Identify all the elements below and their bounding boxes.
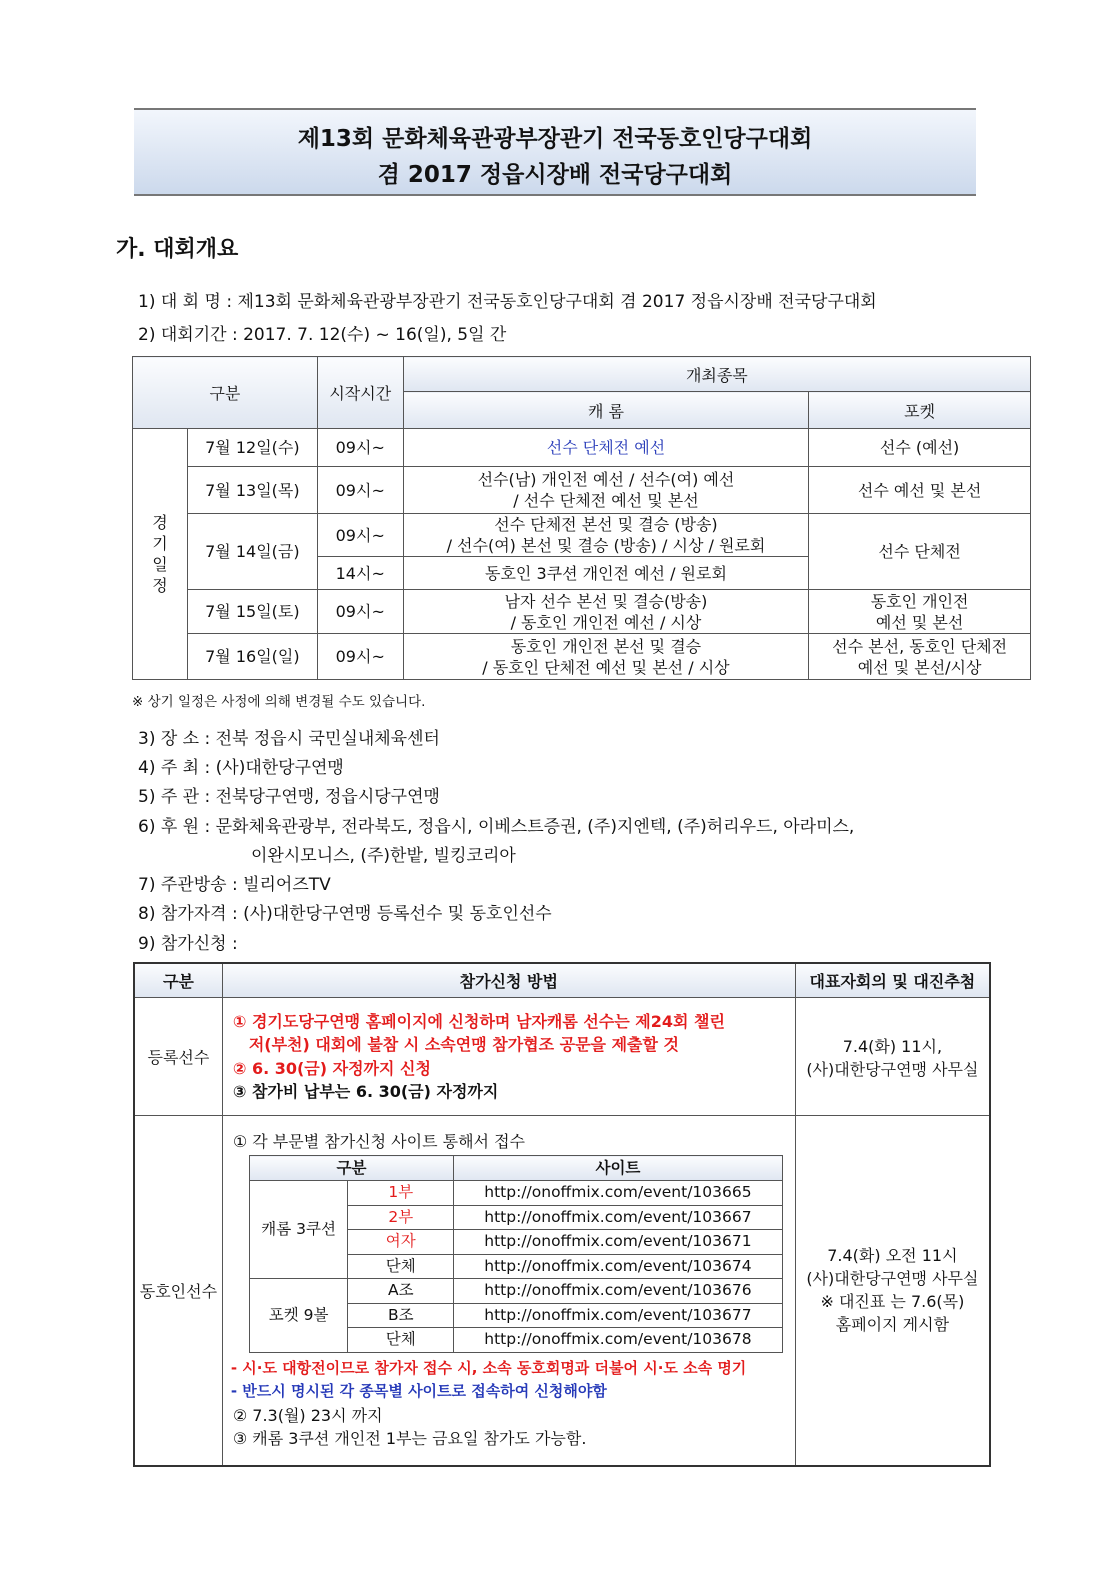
schedule-carom-event: 남자 선수 본선 및 결승(방송) / 동호인 개인전 예선 / 시상 [403,590,809,634]
document-title-banner [134,108,976,196]
title-line-2: 겸 2017 정읍시장배 전국당구대회 [377,162,733,188]
registered-meeting: 7.4(화) 11시, (사)대한당구연맹 사무실 [795,998,990,1116]
schedule-header-pocket: 포켓 [809,392,1031,429]
schedule-carom-event: 선수 단체전 예선 [403,429,809,467]
registered-method-2: ② 6. 30(금) 자정까지 신청 [232,1058,431,1078]
site-url[interactable]: http://onoffmix.com/event/103674 [454,1254,783,1279]
schedule-time: 09시~ [317,634,403,680]
schedule-header-start-time: 시작시간 [317,357,403,429]
schedule-date: 7월 12일(수) [187,429,317,467]
site-url[interactable]: http://onoffmix.com/event/103678 [454,1328,783,1353]
schedule-pocket-event: 선수 단체전 [809,514,1031,590]
schedule-carom-event: 선수 단체전 본선 및 결승 (방송) / 선수(여) 본선 및 결승 (방송) / 시상 / 원로회 [403,514,809,557]
registered-method-1b: 저(부천) 대회에 불참 시 소속연맹 참가협조 공문을 제출할 것 [248,1035,679,1054]
detail-venue: 3) 장 소 : 전북 정읍시 국민실내체육센터 [138,729,440,749]
schedule-time: 09시~ [317,429,403,467]
schedule-carom-event: 선수(남) 개인전 예선 / 선수(여) 예선 / 선수 단체전 예선 및 본선 [403,467,809,514]
schedule-pocket-event: 선수 (예선) [809,429,1031,467]
site-division: 단체 [348,1328,454,1353]
application-header-category: 구분 [134,963,222,998]
title-line-1: 제13회 문화체육관광부장관기 전국동호인당구대회 [297,126,813,152]
detail-host: 4) 주 최 : (사)대한당구연맹 [138,758,344,778]
sites-header-site: 사이트 [454,1156,783,1181]
schedule-time: 09시~ [317,467,403,514]
schedule-date: 7월 16일(일) [187,634,317,680]
detail-sponsors-continued: 이완시모니스, (주)한밭, 빌킹코리아 [251,846,516,866]
amateur-meeting: 7.4(화) 오전 11시 (사)대한당구연맹 사무실 ※ 대진표 는 7.6(목) 홈페이지 게시함 [795,1116,990,1466]
site-group-pocket: 포켓 9볼 [249,1279,348,1353]
site-division: B조 [348,1303,454,1328]
registered-method-1: ① 경기도당구연맹 홈페이지에 신청하며 남자캐롬 선수는 제24회 챌린 [232,1011,725,1031]
overview-item-name: 1) 대 회 명 : 제13회 문화체육관광부장관기 전국동호인당구대회 겸 2017 정읍시장배 전국당구대회 [138,292,877,312]
amateur-method-2: ② 7.3(월) 23시 까지 [232,1405,383,1425]
schedule-carom-event: 동호인 개인전 본선 및 결승 / 동호인 단체전 예선 및 본선 / 시상 [403,634,809,680]
application-header-meeting: 대표자회의 및 대진추첨 [795,963,990,998]
schedule-table [132,356,1031,680]
site-division: 단체 [348,1254,454,1279]
schedule-pocket-event: 동호인 개인전 예선 및 본선 [809,590,1031,634]
detail-broadcast: 7) 주관방송 : 빌리어즈TV [138,875,331,895]
site-division: 여자 [348,1230,454,1255]
amateur-method-1: ① 각 부문별 참가신청 사이트 통해서 접수 [232,1131,525,1151]
schedule-date: 7월 13일(목) [187,467,317,514]
site-url[interactable]: http://onoffmix.com/event/103667 [454,1205,783,1230]
detail-application: 9) 참가신청 : [138,934,238,954]
overview-item-period: 2) 대회기간 : 2017. 7. 12(수) ~ 16(일), 5일 간 [138,325,507,345]
site-group-carom: 캐롬 3쿠션 [249,1181,348,1279]
site-url[interactable]: http://onoffmix.com/event/103676 [454,1279,783,1304]
site-division: A조 [348,1279,454,1304]
application-table [133,962,991,1467]
detail-eligibility: 8) 참가자격 : (사)대한당구연맹 등록선수 및 동호인선수 [138,904,552,924]
schedule-date: 7월 15일(토) [187,590,317,634]
registered-label: 등록선수 [134,998,222,1116]
registered-method-3: ③ 참가비 납부는 6. 30(금) 자정까지 [232,1082,499,1101]
amateur-label: 동호인선수 [134,1116,222,1466]
schedule-header-carom: 캐 롬 [403,392,809,429]
sites-table [249,1155,783,1353]
schedule-pocket-event: 선수 본선, 동호인 단체전 예선 및 본선/시상 [809,634,1031,680]
schedule-time: 09시~ [317,514,403,557]
registered-method [222,998,795,1116]
site-division: 1부 [348,1181,454,1206]
site-url[interactable]: http://onoffmix.com/event/103671 [454,1230,783,1255]
amateur-method-3: ③ 캐롬 3쿠션 개인전 1부는 금요일 참가도 가능함. [232,1429,587,1449]
sites-header-category: 구분 [249,1156,453,1181]
detail-sponsors: 6) 후 원 : 문화체육관광부, 전라북도, 정읍시, 이베스트증권, (주)지엔텍, (주)허리우드, 아라미스, [138,817,855,837]
schedule-header-category: 구분 [133,357,318,429]
site-url[interactable]: http://onoffmix.com/event/103677 [454,1303,783,1328]
schedule-time: 14시~ [317,557,403,590]
schedule-date: 7월 14일(금) [187,514,317,590]
schedule-time: 09시~ [317,590,403,634]
application-header-method: 참가신청 방법 [222,963,795,998]
schedule-header-events: 개최종목 [403,357,1030,392]
section-heading: 가. 대회개요 [116,237,239,262]
site-url[interactable]: http://onoffmix.com/event/103665 [454,1181,783,1206]
amateur-notice-blue: - 반드시 명시된 각 종목별 사이트로 접속하여 신청해야함 [230,1382,607,1401]
site-division: 2부 [348,1205,454,1230]
detail-organizer: 5) 주 관 : 전북당구연맹, 정읍시당구연맹 [138,787,440,807]
schedule-pocket-event: 선수 예선 및 본선 [809,467,1031,514]
schedule-note: ※ 상기 일정은 사정에 의해 변경될 수도 있습니다. [132,694,426,710]
schedule-side-label: 경 기 일 정 [133,429,188,680]
schedule-carom-event: 동호인 3쿠션 개인전 예선 / 원로회 [403,557,809,590]
amateur-notice-red: - 시·도 대항전이므로 참가자 접수 시, 소속 동호회명과 더불어 시·도 소속 명기 [230,1358,747,1377]
amateur-method [222,1116,795,1466]
